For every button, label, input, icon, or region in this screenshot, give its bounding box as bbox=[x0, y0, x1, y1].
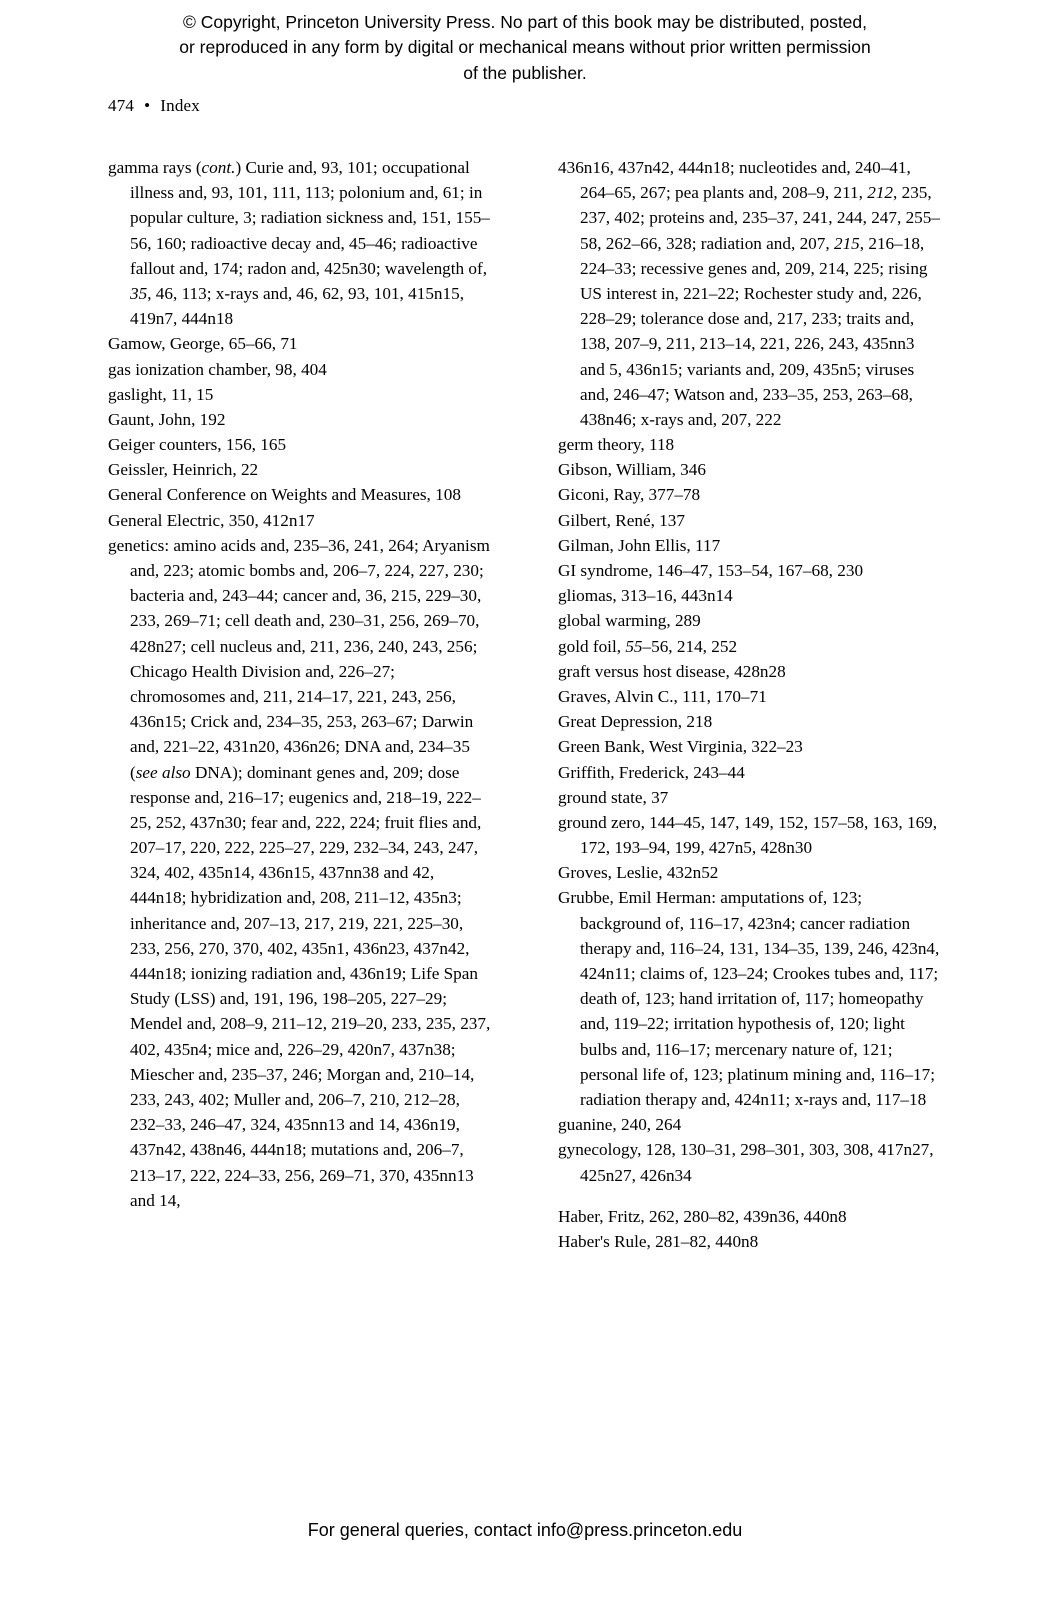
index-entry: Geissler, Heinrich, 22 bbox=[108, 460, 259, 480]
index-column-left bbox=[108, 155, 492, 1445]
index-entry: GI syndrome, 146–47, 153–54, 167–68, 230 bbox=[558, 561, 864, 580]
index-entry: ground zero, 144–45, 147, 149, 152, 157–58, 163, 169, 172, 193–94, 199, 427n5, 428n30 bbox=[558, 812, 938, 858]
index-entry: Gilman, John Ellis, 117 bbox=[558, 535, 721, 555]
index-entry: Griffith, Frederick, 243–44 bbox=[558, 762, 745, 782]
index-entry: Giconi, Ray, 377–78 bbox=[558, 485, 701, 505]
index-entry: General Electric, 350, 412n17 bbox=[108, 510, 315, 530]
index-entry: gas ionization chamber, 98, 404 bbox=[108, 359, 327, 379]
index-columns bbox=[108, 155, 942, 1445]
index-entry: global warming, 289 bbox=[558, 611, 701, 631]
page-footer: For general queries, contact info@press.princeton.edu bbox=[307, 1520, 743, 1540]
index-entry: gynecology, 128, 130–31, 298–301, 303, 308, 417n27, 425n27, 426n34 bbox=[558, 1140, 934, 1185]
index-entry: gamma rays (cont.) Curie and, 93, 101; occupational illness and, 93, 101, 111, 113; polonium and, 61; in popular culture, 3; radiation sickness and, 151, 155–56, 160; radioactive decay and, 45–46; radioactive fallout and, 174; radon and, 425n30; wavelength of, 35, 46, 113; x-rays and, 46, 62, 93, 101, 415n15, 419n7, 444n18 bbox=[108, 158, 490, 329]
index-entry: Gamow, George, 65–66, 71 bbox=[108, 334, 298, 354]
index-entry: Great Depression, 218 bbox=[558, 712, 713, 732]
index-entry: Gilbert, René, 137 bbox=[558, 510, 685, 530]
folio-page-number: 474 bbox=[108, 96, 135, 115]
page-folio bbox=[108, 96, 200, 116]
index-entry: Gaunt, John, 192 bbox=[108, 409, 226, 429]
index-column-right bbox=[558, 155, 942, 1445]
index-entry: Green Bank, West Virginia, 322–23 bbox=[558, 737, 803, 757]
index-entry: gliomas, 313–16, 443n14 bbox=[558, 586, 733, 606]
folio-bullet: • bbox=[144, 96, 151, 115]
index-entry: germ theory, 118 bbox=[558, 435, 675, 455]
index-entry: Grubbe, Emil Herman: amputations of, 123; background of, 116–17, 423n4; cancer radiation therapy and, 116–24, 131, 134–35, 139, 246, 423n4, 424n11; claims of, 123–24; Crookes tubes and, 117; death of, 123; hand irritation of, 117; homeopathy and, 119–22; irritation hypothesis of, 120; light bulbs and, 116–17; mercenary nature of, 121; personal life of, 123; platinum mining and, 116–17; radiation therapy and, 424n11; x-rays and, 117–18 bbox=[558, 888, 940, 1109]
index-entry: Haber, Fritz, 262, 280–82, 439n36, 440n8 bbox=[558, 1206, 847, 1226]
index-entry: genetics: amino acids and, 235–36, 241, 264; Aryanism and, 223; atomic bombs and, 206–7, 224, 227, 230; bacteria and, 243–44; cancer and, 36, 215, 229–30, 233, 269–71; cell death and, 230–31, 256, 269–70, 428n27; cell nucleus and, 211, 236, 240, 243, 256; Chicago Health Division and, 226–27; chromosomes and, 211, 214–17, 221, 243, 256, 436n15; Crick and, 234–35, 253, 263–67; Darwin and, 221–22, 431n20, 436n26; DNA and, 234–35 (see also DNA); dominant genes and, 209; dose response and, 216–17; eugenics and, 218–19, 222–25, 252, 437n30; fear and, 222, 224; fruit flies and, 207–17, 220, 222, 225–27, 229, 232–34, 243, 247, 324, 402, 435n14, 436n15, 437nn38 and 42, 444n18; hybridization and, 208, 211–12, 435n3; inheritance and, 207–13, 217, 219, 221, 225–30, 233, 256, 270, 370, 402, 435n1, 436n23, 437n42, 444n18; ionizing radiation and, 436n19; Life Span Study (LSS) and, 191, 196, 198–205, 227–29; Mendel and, 208–9, 211–12, 219–20, 233, 235, 237, 402, 435n4; mice and, 226–29, 420n7, 437n38; Miescher and, 235–37, 246; Morgan and, 210–14, 233, 243, 402; Muller and, 206–7, 210, 212–28, 232–33, 246–47, 324, 435nn13 and 14, 436n19, 437n42, 438n46, 444n18; mutations and, 206–7, 213–17, 222, 224–33, 256, 269–71, 370, 435nn13 and 14, bbox=[108, 535, 491, 1210]
copyright-notice: © Copyright, Princeton University Press. No part of this book may be distributed, posted, or reproduced in any form by digital or mechanical means without prior written permission of the publisher. bbox=[179, 12, 871, 83]
index-entry: guanine, 240, 264 bbox=[558, 1115, 682, 1135]
index-entry: ground state, 37 bbox=[558, 787, 669, 807]
index-entry: Groves, Leslie, 432n52 bbox=[558, 863, 719, 883]
index-entry: Gibson, William, 346 bbox=[558, 460, 706, 480]
index-entry: Graves, Alvin C., 111, 170–71 bbox=[558, 686, 767, 706]
entry-gap bbox=[558, 1188, 942, 1204]
index-entry: Geiger counters, 156, 165 bbox=[108, 435, 287, 455]
index-entry: Haber's Rule, 281–82, 440n8 bbox=[558, 1231, 759, 1251]
index-entry: General Conference on Weights and Measures, 108 bbox=[108, 485, 461, 505]
index-entry: 436n16, 437n42, 444n18; nucleotides and, 240–41, 264–65, 267; pea plants and, 208–9, 211, 212, 235, 237, 402; proteins and, 235–37, 241, 244, 247, 255–58, 262–66, 328; radiation and, 207, 215, 216–18, 224–33; recessive genes and, 209, 214, 225; rising US interest in, 221–22; Rochester study and, 226, 228–29; tolerance dose and, 217, 233; traits and, 138, 207–9, 211, 213–14, 221, 226, 243, 435nn3 and 5, 436n15; variants and, 209, 435n5; viruses and, 246–47; Watson and, 233–35, 253, 263–68, 438n46; x-rays and, 207, 222 bbox=[558, 158, 940, 429]
index-entry: gaslight, 11, 15 bbox=[108, 384, 214, 404]
index-entry: gold foil, 55–56, 214, 252 bbox=[558, 636, 738, 656]
folio-section-label: Index bbox=[160, 96, 200, 115]
index-entry: graft versus host disease, 428n28 bbox=[558, 661, 786, 681]
